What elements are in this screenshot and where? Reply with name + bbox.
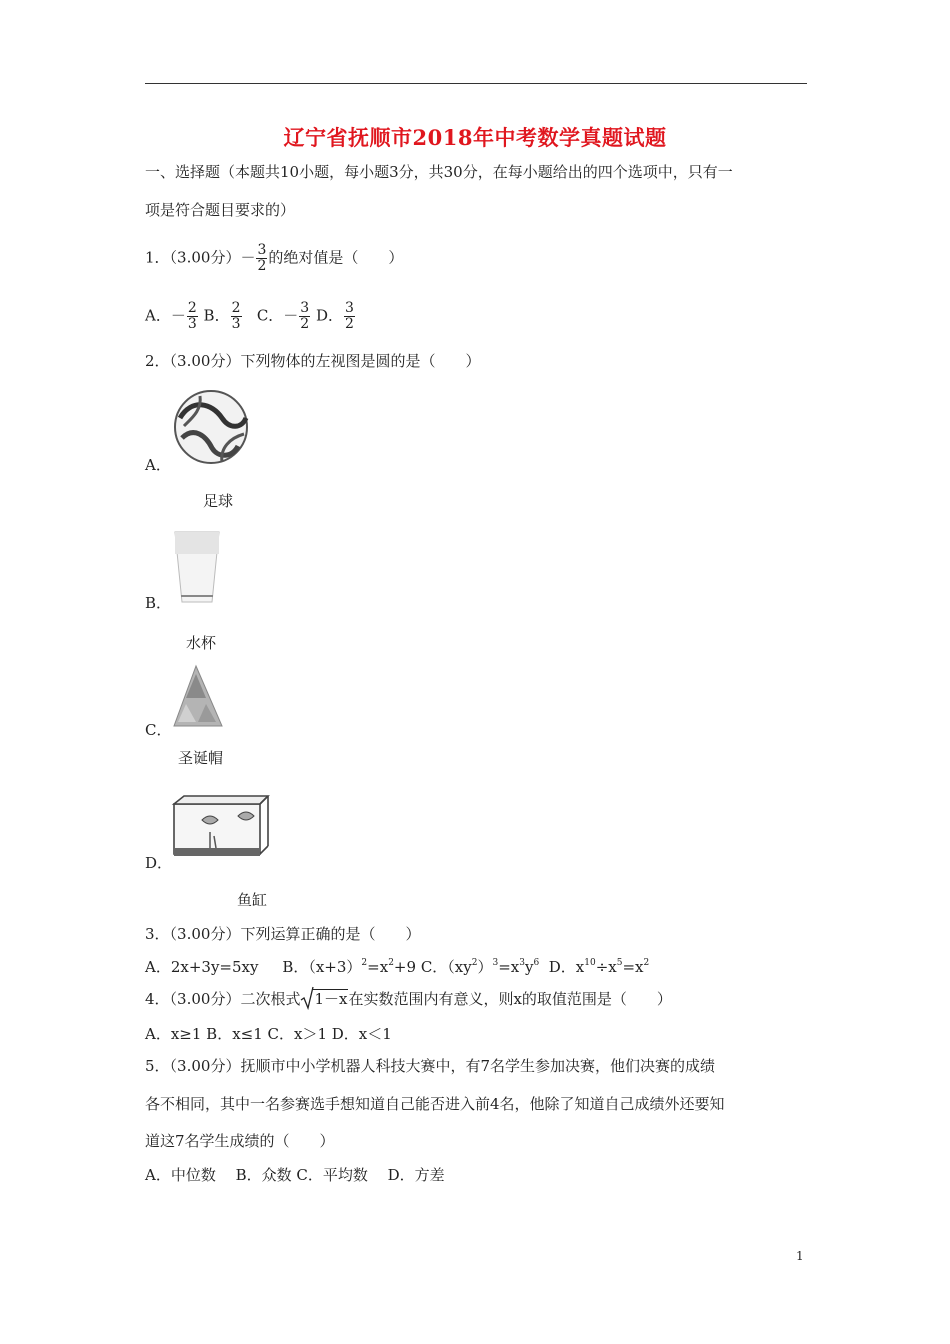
q2-option-c-label: C． [145,721,172,739]
q4-prefix: 4．（3.00分）二次根式 [145,990,301,1008]
q1-option-b-fraction: $\frac{2}{3}$ [231,300,241,332]
q1-fraction: $\frac{3}{2}$ [257,242,267,274]
q1-option-a-fraction: $\frac{2}{3}$ [187,300,197,332]
page-number: 1 [796,1249,804,1263]
q2-option-d-label: D． [145,854,173,872]
q3-option-d: D．$x^{10}\div x^5=x^2$ [548,958,650,976]
question-5-line-1: 5．（3.00分）抚顺市中小学机器人科技大赛中，有7名学生参加决赛，他们决赛的成绩 [145,1057,715,1075]
q3-option-a: A．2x+3y=5xy [145,958,259,976]
q1-sign: － [240,248,256,267]
q1-option-d-fraction: $\frac{3}{2}$ [345,300,354,332]
page-title: 辽宁省抚顺市2018年中考数学真题试题 [283,125,667,150]
q1-prefix: 1．（3.00分） [145,248,241,267]
q4-sqrt: 1－x [300,988,348,1010]
cup-caption: 水杯 [186,634,217,652]
q4-suffix: 在实数范围内有意义，则x的取值范围是（ ） [348,990,672,1008]
q1-option-c-fraction: $\frac{3}{2}$ [300,300,310,332]
football-caption: 足球 [203,492,234,510]
q3-option-c: C．$(xy^2)^3=x^3y^6$ [420,958,540,976]
question-5-line-2: 各不相同，其中一名参赛选手想知道自己能否进入前4名，他除了知道自己成绩外还要知 [145,1095,725,1113]
question-5-line-3: 道这7名学生成绩的（ ） [145,1132,335,1150]
section-header-line-2: 项是符合题目要求的） [145,201,296,219]
q1-option-a-label: A．－ [145,306,186,325]
cup-image [172,530,222,606]
christmas-hat-image [172,664,224,730]
top-rule [145,83,807,84]
question-3-options [145,956,649,978]
question-1 [145,243,403,274]
q1-option-c-label: C．－ [256,306,299,325]
q2-option-b-label: B． [145,594,172,612]
question-4-options: A．x≥1 B．x≤1 C．x＞1 D．x＜1 [145,1025,392,1043]
q3-option-b: B．$(x+3)^2=x^2+9$ [282,958,417,976]
question-2: 2．（3.00分）下列物体的左视图是圆的是（ ） [145,352,481,370]
football-image [172,388,250,466]
q1-suffix: 的绝对值是（ ） [268,248,404,267]
question-1-options [145,301,356,332]
question-4 [145,988,672,1010]
q2-option-a-label: A． [145,456,171,474]
fish-tank-image [170,792,270,862]
question-5-options: A．中位数 B．众数 C．平均数 D．方差 [145,1166,445,1184]
question-3: 3．（3.00分）下列运算正确的是（ ） [145,925,421,943]
section-header-line-1: 一、选择题（本题共10小题，每小题3分，共30分，在每小题给出的四个选项中，只有一 [145,163,733,181]
q1-option-d-label: D． [316,306,344,325]
christmas-hat-caption: 圣诞帽 [178,749,224,767]
q1-option-b-label: B． [203,306,230,325]
fish-tank-caption: 鱼缸 [237,891,268,909]
